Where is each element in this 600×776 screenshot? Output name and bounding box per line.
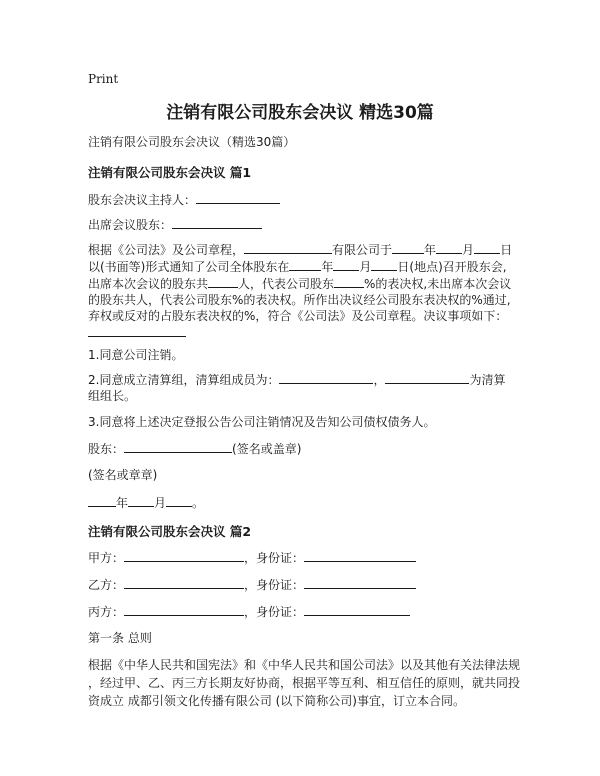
item-2 <box>88 371 520 404</box>
month-blank <box>333 258 359 271</box>
shareholder-line <box>88 440 301 457</box>
para-text: 日 <box>500 243 513 257</box>
para-text: 年 <box>321 260 334 274</box>
para-line-2 <box>88 258 520 275</box>
para-line-1 <box>88 241 520 258</box>
para-text: 有限公司于 <box>332 243 393 257</box>
para-text: 年 <box>424 243 437 257</box>
item-2-line-1 <box>88 371 520 388</box>
party-b-id-blank <box>304 576 416 589</box>
para-text: 月 <box>359 260 372 274</box>
month-blank <box>128 494 154 507</box>
date-month-label: 月 <box>154 496 167 510</box>
shareholder-label: 股东： <box>88 442 125 456</box>
resolution-paragraph <box>88 241 520 341</box>
party-c-label: 丙方： <box>88 605 125 619</box>
party-b-label: 乙方： <box>88 578 125 592</box>
item-1: 1.同意公司注销。 <box>88 348 184 362</box>
article-line-2: ，经过甲、乙、丙三方长期友好协商，根据平等互利、相互信任的原则，就共同投 <box>88 676 521 690</box>
sign-line: (签名或章章) <box>88 468 158 482</box>
print-label: Print <box>88 72 119 86</box>
day-blank <box>371 258 397 271</box>
year-blank <box>392 241 424 254</box>
date-end: 。 <box>192 496 205 510</box>
date-year-label: 年 <box>116 496 129 510</box>
host-label: 股东会决议主持人： <box>88 193 197 207</box>
subtitle: 注销有限公司股东会决议（精选30篇） <box>88 135 296 149</box>
para-text: 根据《公司法》及公司章程， <box>88 243 245 257</box>
para-text: 出席本次会议的股东共 <box>88 277 209 291</box>
article-body <box>88 656 520 710</box>
day-blank <box>166 494 192 507</box>
year-blank <box>289 258 321 271</box>
para-line-3 <box>88 275 520 292</box>
section2-heading: 注销有限公司股东会决议 篇2 <box>88 524 252 539</box>
para-line-4: 的股东共人，代表公司股东%的表决权。所作出决议经公司股东表决权的%通过, <box>88 293 511 307</box>
member-blank <box>279 371 373 384</box>
resolution-blank <box>88 324 186 337</box>
para-line-5: 弃权或反对的占股东表决权的%，符合《公司法》及公司章程。决议事项如下： <box>88 309 508 323</box>
para-text: 月 <box>462 243 475 257</box>
date-line <box>88 494 204 511</box>
party-a-id-blank <box>304 549 416 562</box>
party-b-line <box>88 576 416 593</box>
article-line-1: 根据《中华人民共和国宪法》和《中华人民共和国公司法》以及其他有关法律法规 <box>88 658 521 672</box>
attendees-blank <box>172 216 262 229</box>
host-line <box>88 191 280 208</box>
id-label: ，身份证： <box>244 578 305 592</box>
para-text: 以(书面等)形式通知了公司全体股东在 <box>88 260 290 274</box>
party-b-name-blank <box>124 576 244 589</box>
party-a-line <box>88 549 416 566</box>
year-blank <box>88 494 116 507</box>
para-text: %的表决权,未出席本次会议 <box>364 277 512 291</box>
article-line-3: 资成立 成都引领文化传播有限公司 (以下简称公司)事宜，订立本合同。 <box>88 694 465 708</box>
party-c-id-blank <box>304 603 410 616</box>
item-2-text: 2.同意成立清算组，清算组成员为： <box>88 373 280 387</box>
attendees-line <box>88 216 262 233</box>
percent-blank <box>334 275 364 288</box>
para-line-6 <box>88 324 520 341</box>
month-blank <box>436 241 462 254</box>
attendees-label: 出席会议股东： <box>88 218 173 232</box>
id-label: ，身份证： <box>244 551 305 565</box>
leader-blank <box>385 371 469 384</box>
section1-heading: 注销有限公司股东会决议 篇1 <box>88 165 252 180</box>
count-blank <box>208 275 238 288</box>
host-blank <box>196 191 280 204</box>
article-title: 第一条 总则 <box>88 631 152 645</box>
party-a-name-blank <box>124 549 244 562</box>
item-2-line-2: 组组长。 <box>88 389 137 403</box>
page-title: 注销有限公司股东会决议 精选30篇 <box>166 103 434 123</box>
day-blank <box>474 241 500 254</box>
id-label: ，身份证： <box>244 605 305 619</box>
party-a-label: 甲方： <box>88 551 125 565</box>
para-text: 日(地点)召开股东会, <box>397 260 507 274</box>
party-c-name-blank <box>124 603 244 616</box>
shareholder-blank <box>124 440 232 453</box>
item-2-text: 为清算 <box>469 373 506 387</box>
item-2-text: ， <box>373 373 386 387</box>
sign-suffix: (签名或盖章) <box>232 442 302 456</box>
para-text: 人，代表公司股东 <box>238 277 335 291</box>
party-c-line <box>88 603 410 620</box>
company-blank <box>244 241 332 254</box>
item-3: 3.同意将上述决定登报公告公司注销情况及告知公司债权债务人。 <box>88 415 436 429</box>
